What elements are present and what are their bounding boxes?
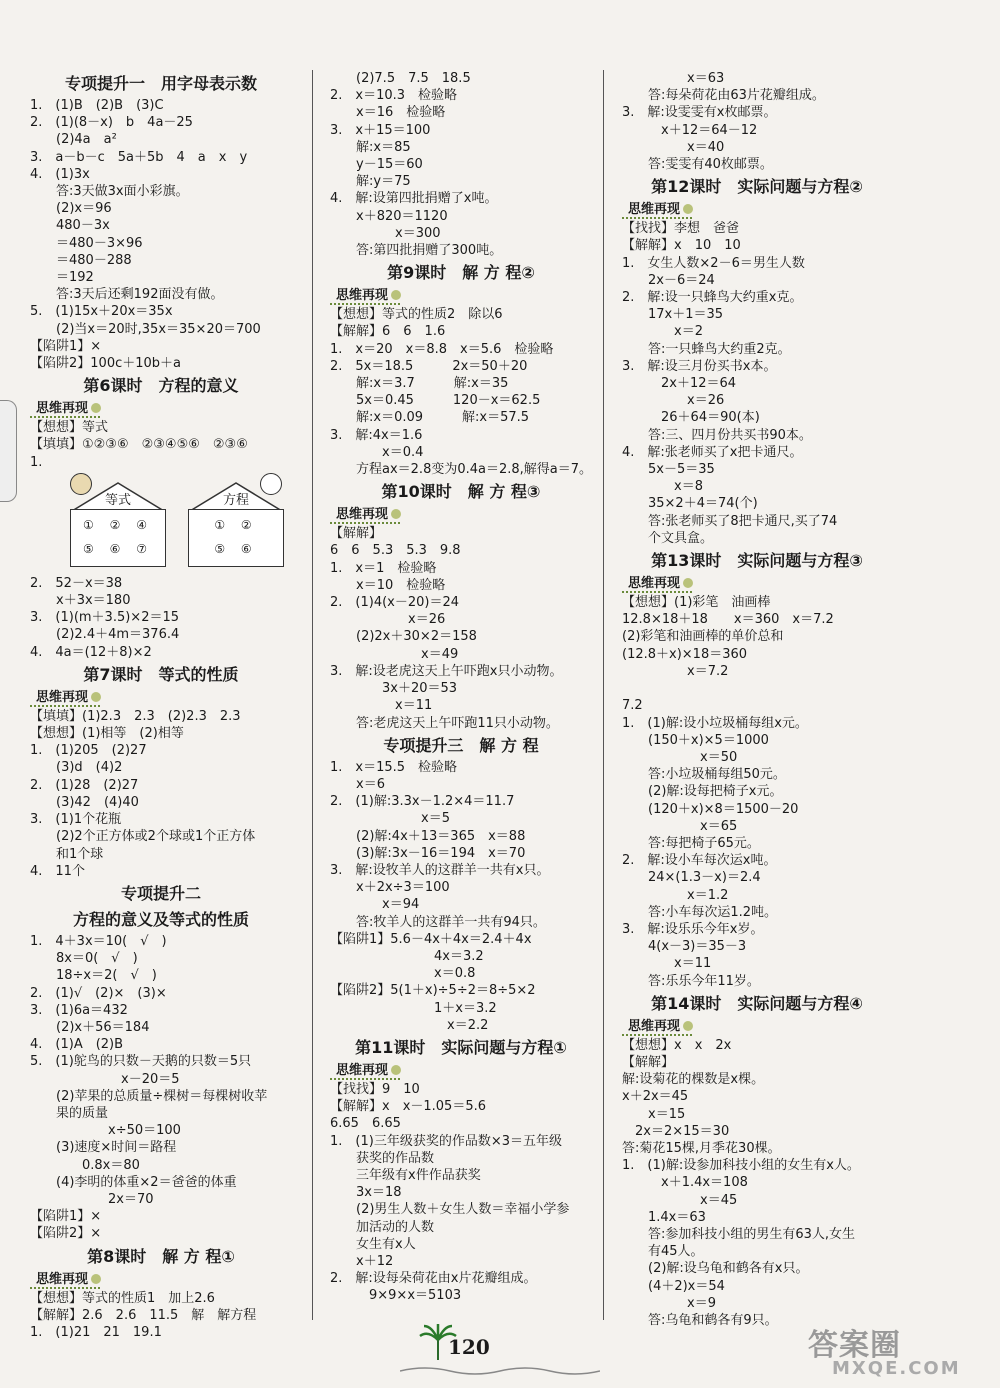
answer-line: 1. x＝15.5 检验略 [330,759,458,775]
answer-line: 2. 52－x＝38 [30,575,123,591]
answer-line: 3. 解:设牧羊人的这群羊一共有x只。 [330,862,550,878]
column-right [622,70,892,1329]
page-number: 120 [448,1335,490,1359]
answer-line: ＝480－3×96 [30,235,143,251]
subsection-label: 思维再现 [30,688,292,708]
answer-line: (2)解:设每把椅子x元。 [622,784,783,800]
answer-line: 【解解】x 10 10 [622,238,741,254]
panda-icon [260,473,282,495]
column-divider [312,70,313,1320]
answer-line: 2x＋12＝64 [622,376,737,392]
answer-line: x＝40 [622,139,725,155]
answer-line: x＝63 [622,71,725,86]
answer-line: 【解解】2.6 2.6 11.5 解 解方程 [30,1307,257,1323]
answer-line: 【想想】等式 [30,420,109,436]
section-heading: 专项提升三 解 方 程 [383,735,539,755]
answer-line: 3. 解:设乐乐今年x岁。 [622,921,764,937]
answer-line: 答:3天做3x面小彩旗。 [30,184,189,200]
answer-line: 答:每朵荷花由63片花瓣组成。 [622,88,825,104]
answer-line: 答:参加科技小组的男生有63人,女生 [622,1226,856,1242]
section-heading: 第11课时 实际问题与方程① [355,1037,567,1057]
answer-line: 2. 解:设每朵荷花由x片花瓣组成。 [330,1271,537,1287]
answer-line: 3x＝18 [330,1185,402,1201]
answer-line: 1.4x＝63 [622,1209,706,1225]
answer-line: 3x＋20＝53 [330,681,458,697]
answer-line: 1. 4＋3x＝10( √ ) [30,933,167,949]
answer-line: 解:x＝0.09 解:x＝57.5 [330,410,530,426]
answer-line: 答:张老师买了8把卡通尺,买了74 [622,513,838,529]
answer-line: 答:小车每次运1.2吨。 [622,904,778,920]
answer-line: 7.2 [622,698,643,714]
answer-line: 答:每把椅子65元。 [622,835,760,851]
answer-line: 【陷阱2】100c＋10b＋a [30,356,181,372]
answer-line: x＝11 [330,698,433,714]
answer-line: 1. (1)205 (2)27 [30,743,147,759]
answer-line: 1. (1)解:设参加科技小组的女生有x人。 [622,1158,860,1174]
answer-line: 3. (1)(m＋3.5)×2＝15 [30,610,180,626]
answer-line: 答:3天后还剩192面没有做。 [30,287,224,303]
section-heading: 方程的意义及等式的性质 [72,909,249,929]
answer-line: x＝45 [622,1192,738,1208]
answer-line: 答:一只蜂鸟大约重2克。 [622,341,791,357]
answer-line: (12.8＋x)×18＝360 [622,646,748,662]
house-row: ① ② [214,517,258,532]
answer-line: (3)速度×时间＝路程 [30,1140,177,1156]
answer-line: 答:老虎这天上午吓跑11只小动物。 [330,715,559,731]
answer-line: 3. (1)6a＝432 [30,1002,128,1018]
answer-line: x＝2 [622,324,703,340]
wave-decoration [400,1365,600,1377]
answer-line: 【想想】(1)相等 (2)相等 [30,726,184,742]
subsection-label: 思维再现 [622,1017,892,1037]
answer-line: x＝49 [330,646,459,662]
answer-line: x＝0.4 [330,444,424,460]
answer-line: 【解解】x x－1.05＝5.6 [330,1099,487,1115]
answer-line: 24×(1.3－x)＝2.4 [622,870,761,886]
section-heading: 第14课时 实际问题与方程④ [651,993,863,1013]
answer-line: 【想想】等式的性质2 除以6 [330,307,503,323]
answer-line: 2x＝2×15＝30 [622,1123,730,1139]
answer-line: 2. (1)√ (2)× (3)× [30,985,167,1001]
answer-line: 答:牧羊人的这群羊一共有94只。 [330,914,546,930]
section-heading: 专项提升二 [120,883,201,903]
answer-line: 3. a－b－c 5a＋5b 4 a x y [30,149,248,165]
answer-line: 和1个球 [30,846,104,862]
answer-line: x－20＝5 [30,1071,180,1087]
answer-line: x＋2x÷3＝100 [330,880,450,896]
house-title: 方程 [222,492,249,508]
answer-line: 3. 解:4x＝1.6 [330,427,423,443]
answer-line: 35×2＋4＝74(个) [622,496,758,512]
answer-line: 加活动的人数 [330,1219,435,1235]
answer-line: 8x＝0( √ ) [30,951,138,967]
answer-line: 1. [30,454,43,470]
answer-line: 6 6 5.3 5.3 9.8 [330,543,461,559]
binding-tab [0,400,17,502]
answer-line: x＝6 [330,776,385,792]
answer-line: 5. (1)15x＋20x＝35x [30,304,173,320]
answer-line: 18÷x＝2( √ ) [30,968,157,984]
equation-diagram [50,473,292,573]
answer-line: 【找找】9 10 [330,1081,420,1097]
answer-line: 【想想】等式的性质1 加上2.6 [30,1290,215,1306]
answer-line: 【陷阱1】× [30,1209,102,1225]
answer-line: 1. x＝1 检验略 [330,560,437,576]
answer-line: x＝8 [622,479,703,495]
answer-line: 【填填】①②③⑥ ②③④⑤⑥ ②③⑥ [30,437,248,453]
answer-line: (2)x＋56＝184 [30,1019,150,1035]
answer-line: (2)男生人数＋女生人数＝幸福小学参 [330,1202,570,1218]
answer-line: 答:雯雯有40枚邮票。 [622,157,773,173]
answer-line: (2)2个正方体或2个球或1个正方体 [30,829,256,845]
answer-line: x＋2x＝45 [622,1089,689,1105]
answer-line: 480－3x [30,218,110,234]
answer-line: 4. 11个 [30,863,85,879]
answer-line: 5x－5＝35 [622,462,715,478]
answer-line: 4. 解:设第四批捐赠了x吨。 [330,191,498,207]
answer-line: 2. (1)解:3.3x－1.2×4＝11.7 [330,794,515,810]
answer-line: 获奖的作品数 [330,1150,435,1166]
subsection-label: 思维再现 [30,1270,292,1290]
answer-line: x＝9 [622,1295,716,1311]
answer-line: 1. (1)B (2)B (3)C [30,98,164,113]
section-heading: 第13课时 实际问题与方程③ [651,551,863,571]
answer-line: x＝26 [622,393,725,409]
answer-line: 4. 4a＝(12＋8)×2 [30,644,152,660]
answer-line: x＝7.2 [622,663,729,679]
answer-line: 2. 解:设一只蜂鸟大约重x克。 [622,290,803,306]
answer-line: (2)7.5 7.5 18.5 [330,71,471,86]
answer-line: 3. x＋15＝100 [330,122,431,138]
house-title: 等式 [104,492,131,508]
answer-line: 答:乌龟和鹤各有9只。 [622,1313,778,1328]
answer-line: x＋12＝64－12 [622,122,758,138]
answer-line: x＝5 [330,811,450,827]
answer-line: x＝300 [330,225,441,241]
answer-line: x＝15 [622,1106,686,1122]
watermark-logo: 答案圈 [808,1328,901,1363]
answer-line: x＝26 [330,612,446,628]
answer-line: (3)42 (4)40 [30,794,139,810]
answer-line: 2. 解:设小车每次运x吨。 [622,853,777,869]
house-row: ① ② ④ [83,517,153,532]
answer-line: (2)x＝96 [30,201,112,217]
answer-line: 0.8x＝80 [30,1157,140,1173]
answer-line: 4. (1)A (2)B [30,1037,124,1053]
answer-line: 1. 女生人数×2－6＝男生人数 [622,255,805,271]
answer-line: 2. (1)28 (2)27 [30,777,139,793]
equation-house-left [70,481,166,565]
answer-line: x＝94 [330,897,420,913]
answer-line: 答:三、四月份共买书90本。 [622,427,812,443]
column-middle [330,70,592,1305]
answer-line: x＋12 [330,1253,394,1269]
answer-line: (4)李明的体重×2＝爸爸的体重 [30,1174,237,1190]
answer-line: 答:第四批捐赠了300吨。 [330,243,503,259]
answer-line: 【解解】6 6 1.6 [330,324,446,340]
column-left [30,70,292,1341]
subsection-label: 思维再现 [622,574,892,594]
subsection-label: 思维再现 [330,505,592,525]
answer-line: 【解解】 [330,526,383,542]
answer-line: 2x－6＝24 [622,272,715,288]
answer-line: 1＋x＝3.2 [330,1000,497,1016]
answer-line: 6.65 6.65 [330,1116,401,1132]
answer-line: 答:菊花15棵,月季花30棵。 [622,1140,781,1156]
answer-line: 【填填】(1)2.3 2.3 (2)2.3 2.3 [30,708,241,724]
house-row: ⑤ ⑥ [214,541,258,556]
answer-line: 4(x－3)＝35－3 [622,939,747,955]
answer-line: 2. (1)(8－x) b 4a－25 [30,115,193,131]
answer-line: 5x＝0.45 120－x＝62.5 [330,393,541,409]
answer-line: 26＋64＝90(本) [622,410,760,426]
answer-line: x＋1.4x＝108 [622,1175,748,1191]
subsection-label: 思维再现 [330,1061,592,1081]
answer-line: 答:小垃圾桶每组50元。 [622,767,786,783]
section-heading: 第9课时 解 方 程② [387,263,535,283]
answer-line: x＋820＝1120 [330,208,448,224]
answer-line: 【想想】x x 2x [622,1037,732,1053]
answer-line: (150＋x)×5＝1000 [622,732,769,748]
answer-line: 1. (1)解:设小垃圾桶每组x元。 [622,715,808,731]
answer-line: 4. 解:张老师买了x把卡通尺。 [622,444,803,460]
answer-line: 3. (1)1个花瓶 [30,812,122,828]
answer-line: (2)解:设乌龟和鹤各有x只。 [622,1261,809,1277]
answer-line: (4＋2)x＝54 [622,1278,725,1294]
house-row: ⑤ ⑥ ⑦ [83,541,153,556]
watermark-url: MXQE.COM [832,1358,961,1379]
answer-line: (2)2x＋30×2＝158 [330,629,477,645]
answer-line: x＝50 [622,749,738,765]
answer-line: 【解解】 [622,1054,675,1070]
answer-line: (3)解:3x－16＝194 x＝70 [330,845,526,861]
answer-line: 3. 解:设三月份买书x本。 [622,358,777,374]
answer-line: 9×9×x＝5103 [330,1288,462,1304]
answer-line: 答:乐乐今年11岁。 [622,973,760,989]
answer-line: 3. 解:设老虎这天上午吓跑x只小动物。 [330,663,563,679]
answer-line: 【陷阱2】× [30,1226,102,1242]
answer-line: 三年级有x件作品获奖 [330,1167,481,1183]
subsection-label: 思维再现 [622,200,892,220]
answer-line: ＝480－288 [30,252,132,268]
answer-line: 3. 解:设雯雯有x枚邮票。 [622,105,777,121]
answer-line: 1. x＝20 x＝8.8 x＝5.6 检验略 [330,341,554,357]
answer-line: 解:x＝85 [330,139,411,155]
answer-line: 女生有x人 [330,1236,416,1252]
column-divider [603,70,604,1320]
answer-line: 12.8×18＋18 x＝360 x＝7.2 [622,612,834,628]
answer-line: 解:y＝75 [330,174,411,190]
section-heading: 专项提升一 用字母表示数 [64,74,257,93]
section-heading: 第8课时 解 方 程① [87,1246,235,1266]
section-heading: 第7课时 等式的性质 [83,664,239,684]
answer-line: 2. 5x＝18.5 2x＝50＋20 [330,358,528,374]
answer-line: (2)2.4＋4m＝376.4 [30,627,180,643]
answer-line: 【陷阱1】5.6－4x＋4x＝2.4＋4x [330,931,532,947]
answer-line: (2)彩笔和油画棒的单价总和 [622,629,784,645]
section-heading: 第6课时 方程的意义 [83,376,239,396]
answer-line: 1. (1)三年级获奖的作品数×3＝五年级 [330,1133,562,1149]
section-heading: 第10课时 解 方 程③ [381,482,541,502]
answer-line: 解:设菊花的棵数是x棵。 [622,1072,765,1088]
answer-line: ＝192 [30,270,94,286]
answer-line: (2)苹果的总质量÷棵树＝每棵树收苹 [30,1088,268,1104]
answer-line: y－15＝60 [330,157,423,173]
answer-line: (2)解:4x＋13＝365 x＝88 [330,828,526,844]
answer-line: 4. (1)3x [30,166,90,182]
answer-line: 【陷阱1】× [30,338,102,354]
answer-line: 1. (1)21 21 19.1 [30,1324,162,1340]
answer-line: 17x＋1＝35 [622,307,724,323]
answer-line: 4x＝3.2 [330,948,484,964]
answer-line [622,680,892,697]
answer-line: 5. (1)鸵鸟的只数－天鹅的只数＝5只 [30,1054,252,1070]
answer-line: x＝65 [622,818,738,834]
answer-line: 有45人。 [622,1244,704,1260]
answer-line: 【找找】李想 爸爸 [622,221,740,237]
subsection-label: 思维再现 [30,399,292,419]
answer-line: 2. (1)4(x－20)＝24 [330,595,460,611]
answer-line: x＋3x＝180 [30,593,131,609]
answer-line: x＝10 检验略 [330,577,446,593]
answer-line: 【陷阱2】5(1＋x)÷5÷2＝8÷5×2 [330,983,536,999]
answer-line: 【想想】(1)彩笔 油画棒 [622,595,771,611]
subsection-label: 思维再现 [330,286,592,306]
answer-line: (3)d (4)2 [30,760,123,776]
answer-line: 方程ax＝2.8变为0.4a＝2.8,解得a＝7。 [330,462,593,478]
answer-line: x＝0.8 [330,966,476,982]
answer-line: 个文具盒。 [622,530,714,546]
answer-line: x＝2.2 [330,1017,489,1033]
answer-line: x＝11 [622,956,712,972]
answer-line: 2x＝70 [30,1191,154,1207]
answer-line: (120＋x)×8＝1500－20 [622,801,799,817]
answer-line: 果的质量 [30,1105,109,1121]
answer-line: (2)当x＝20时,35x＝35×20＝700 [30,321,261,337]
answer-line: x＝16 检验略 [330,105,446,121]
section-heading: 第12课时 实际问题与方程② [651,177,863,197]
answer-line: 2. x＝10.3 检验略 [330,88,458,104]
answer-line: 解:x＝3.7 解:x＝35 [330,376,509,392]
answer-line: (2)4a a² [30,132,117,148]
answer-line: x÷50＝100 [30,1123,181,1139]
answer-line: x＝1.2 [622,887,729,903]
